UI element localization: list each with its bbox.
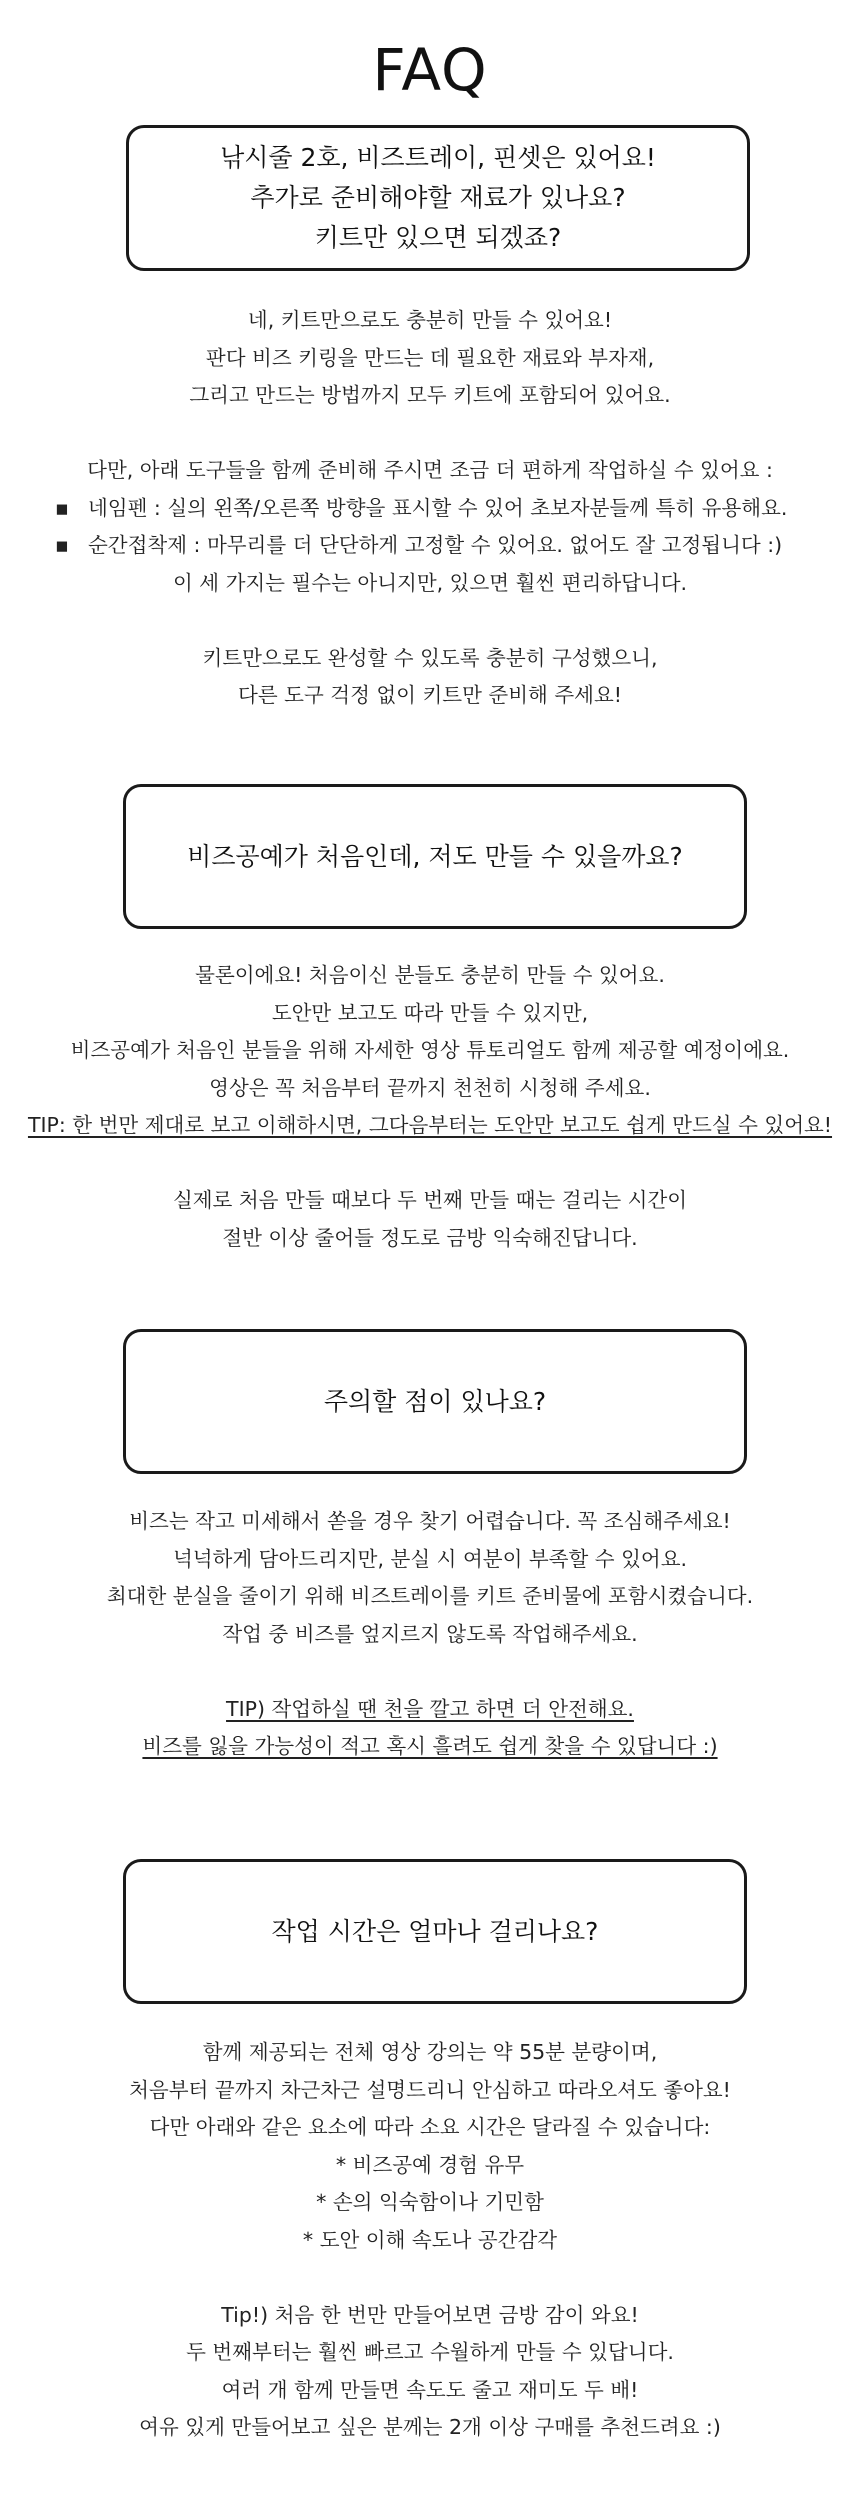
answer-line: * 손의 익숙함이나 기민함 — [316, 2190, 544, 2214]
faq-answer-2 — [0, 957, 860, 1257]
faq-question-line: 추가로 준비해야할 재료가 있나요? — [250, 183, 626, 212]
answer-line: 여러 개 함께 만들면 속도도 줄고 재미도 두 배! — [221, 2377, 639, 2402]
faq-question-line: 낚시줄 2호, 비즈트레이, 핀셋은 있어요! — [220, 143, 656, 172]
tip-line: TIP) 작업하실 땐 천을 깔고 하면 더 안전해요. — [226, 1696, 634, 1721]
faq-question-box-1 — [126, 125, 750, 271]
answer-line: 판다 비즈 키링을 만드는 데 필요한 재료와 부자재, — [205, 345, 655, 370]
faq-answer-3 — [0, 1503, 860, 1766]
answer-line: 그리고 만드는 방법까지 모두 키트에 포함되어 있어요. — [189, 383, 671, 407]
spacer — [0, 1653, 860, 1691]
faq-question-box-3 — [123, 1329, 747, 1474]
bullet-icon: ▪ — [55, 495, 69, 520]
answer-line: 물론이에요! 처음이신 분들도 충분히 만들 수 있어요. — [195, 963, 665, 987]
faq-question-box-2 — [123, 784, 747, 929]
faq-answer-1 — [0, 302, 860, 715]
answer-line: Tip!) 처음 한 번만 만들어보면 금방 감이 와요! — [221, 2302, 639, 2327]
answer-line: 처음부터 끝까지 차근차근 설명드리니 안심하고 따라오셔도 좋아요! — [129, 2077, 731, 2102]
answer-line: 네, 키트만으로도 충분히 만들 수 있어요! — [247, 308, 613, 332]
page-title: FAQ — [372, 36, 488, 104]
faq-question-line: 주의할 점이 있나요? — [323, 1386, 547, 1416]
faq-question-box-4 — [123, 1859, 747, 2004]
faq-question-line: 비즈공예가 처음인데, 저도 만들 수 있을까요? — [187, 841, 683, 871]
spacer — [0, 2259, 860, 2297]
bullet-item — [0, 490, 860, 528]
bullet-item — [0, 527, 860, 565]
answer-line: 비즈공예가 처음인 분들을 위해 자세한 영상 튜토리얼도 함께 제공할 예정이에요. — [70, 1038, 790, 1062]
answer-line: 다른 도구 걱정 없이 키트만 준비해 주세요! — [238, 683, 622, 707]
faq-question-line: 작업 시간은 얼마나 걸리나요? — [271, 1916, 599, 1946]
answer-line: 함께 제공되는 전체 영상 강의는 약 55분 분량이며, — [202, 2040, 658, 2064]
answer-line: 비즈는 작고 미세해서 쏟을 경우 찾기 어렵습니다. 꼭 조심해주세요! — [129, 1509, 731, 1533]
answer-line: * 비즈공예 경험 유무 — [335, 2152, 525, 2177]
answer-line: 도안만 보고도 따라 만들 수 있지만, — [271, 1000, 589, 1025]
faq-answer-4 — [0, 2034, 860, 2447]
answer-line: 다만 아래와 같은 요소에 따라 소요 시간은 달라질 수 있습니다: — [149, 2115, 711, 2139]
answer-line: 두 번째부터는 훨씬 빠르고 수월하게 만들 수 있답니다. — [186, 2340, 674, 2364]
answer-line: 절반 이상 줄어들 정도로 금방 익숙해진답니다. — [222, 1225, 638, 1250]
answer-line: * 도안 이해 속도나 공간감각 — [302, 2227, 558, 2252]
tip-line: 비즈를 잃을 가능성이 적고 혹시 흘려도 쉽게 찾을 수 있답니다 :) — [142, 1734, 718, 1758]
spacer — [0, 602, 860, 640]
answer-line: 영상은 꼭 처음부터 끝까지 천천히 시청해 주세요. — [209, 1075, 651, 1100]
faq-question-line: 키트만 있으면 되겠죠? — [314, 223, 562, 252]
answer-line: 최대한 분실을 줄이기 위해 비즈트레이를 키트 준비물에 포함시켰습니다. — [106, 1584, 754, 1608]
bullet-text: 순간접착제 : 마무리를 더 단단하게 고정할 수 있어요. 없어도 잘 고정됩니다 :) — [88, 533, 783, 557]
answer-line: 작업 중 비즈를 엎지르지 않도록 작업해주세요. — [222, 1621, 638, 1646]
answer-line: 여유 있게 만들어보고 싶은 분께는 2개 이상 구매를 추천드려요 :) — [139, 2415, 721, 2439]
tip-line: TIP: 한 번만 제대로 보고 이해하시면, 그다음부터는 도안만 보고도 쉽게 만드실 수 있어요! — [27, 1113, 833, 1137]
spacer — [0, 1145, 860, 1183]
answer-line: 이 세 가지는 필수는 아니지만, 있으면 훨씬 편리하답니다. — [172, 570, 688, 595]
answer-line: 키트만으로도 완성할 수 있도록 충분히 구성했으니, — [202, 645, 658, 670]
bullet-icon: ▪ — [55, 533, 69, 557]
answer-line: 다만, 아래 도구들을 함께 준비해 주시면 조금 더 편하게 작업하실 수 있어요 : — [87, 458, 773, 482]
answer-line: 실제로 처음 만들 때보다 두 번째 만들 때는 걸리는 시간이 — [172, 1188, 688, 1212]
bullet-text: 네임펜 : 실의 왼쪽/오른쪽 방향을 표시할 수 있어 초보자분들께 특히 유용해요. — [88, 495, 788, 520]
spacer — [0, 415, 860, 453]
answer-line: 넉넉하게 담아드리지만, 분실 시 여분이 부족할 수 있어요. — [172, 1546, 688, 1571]
